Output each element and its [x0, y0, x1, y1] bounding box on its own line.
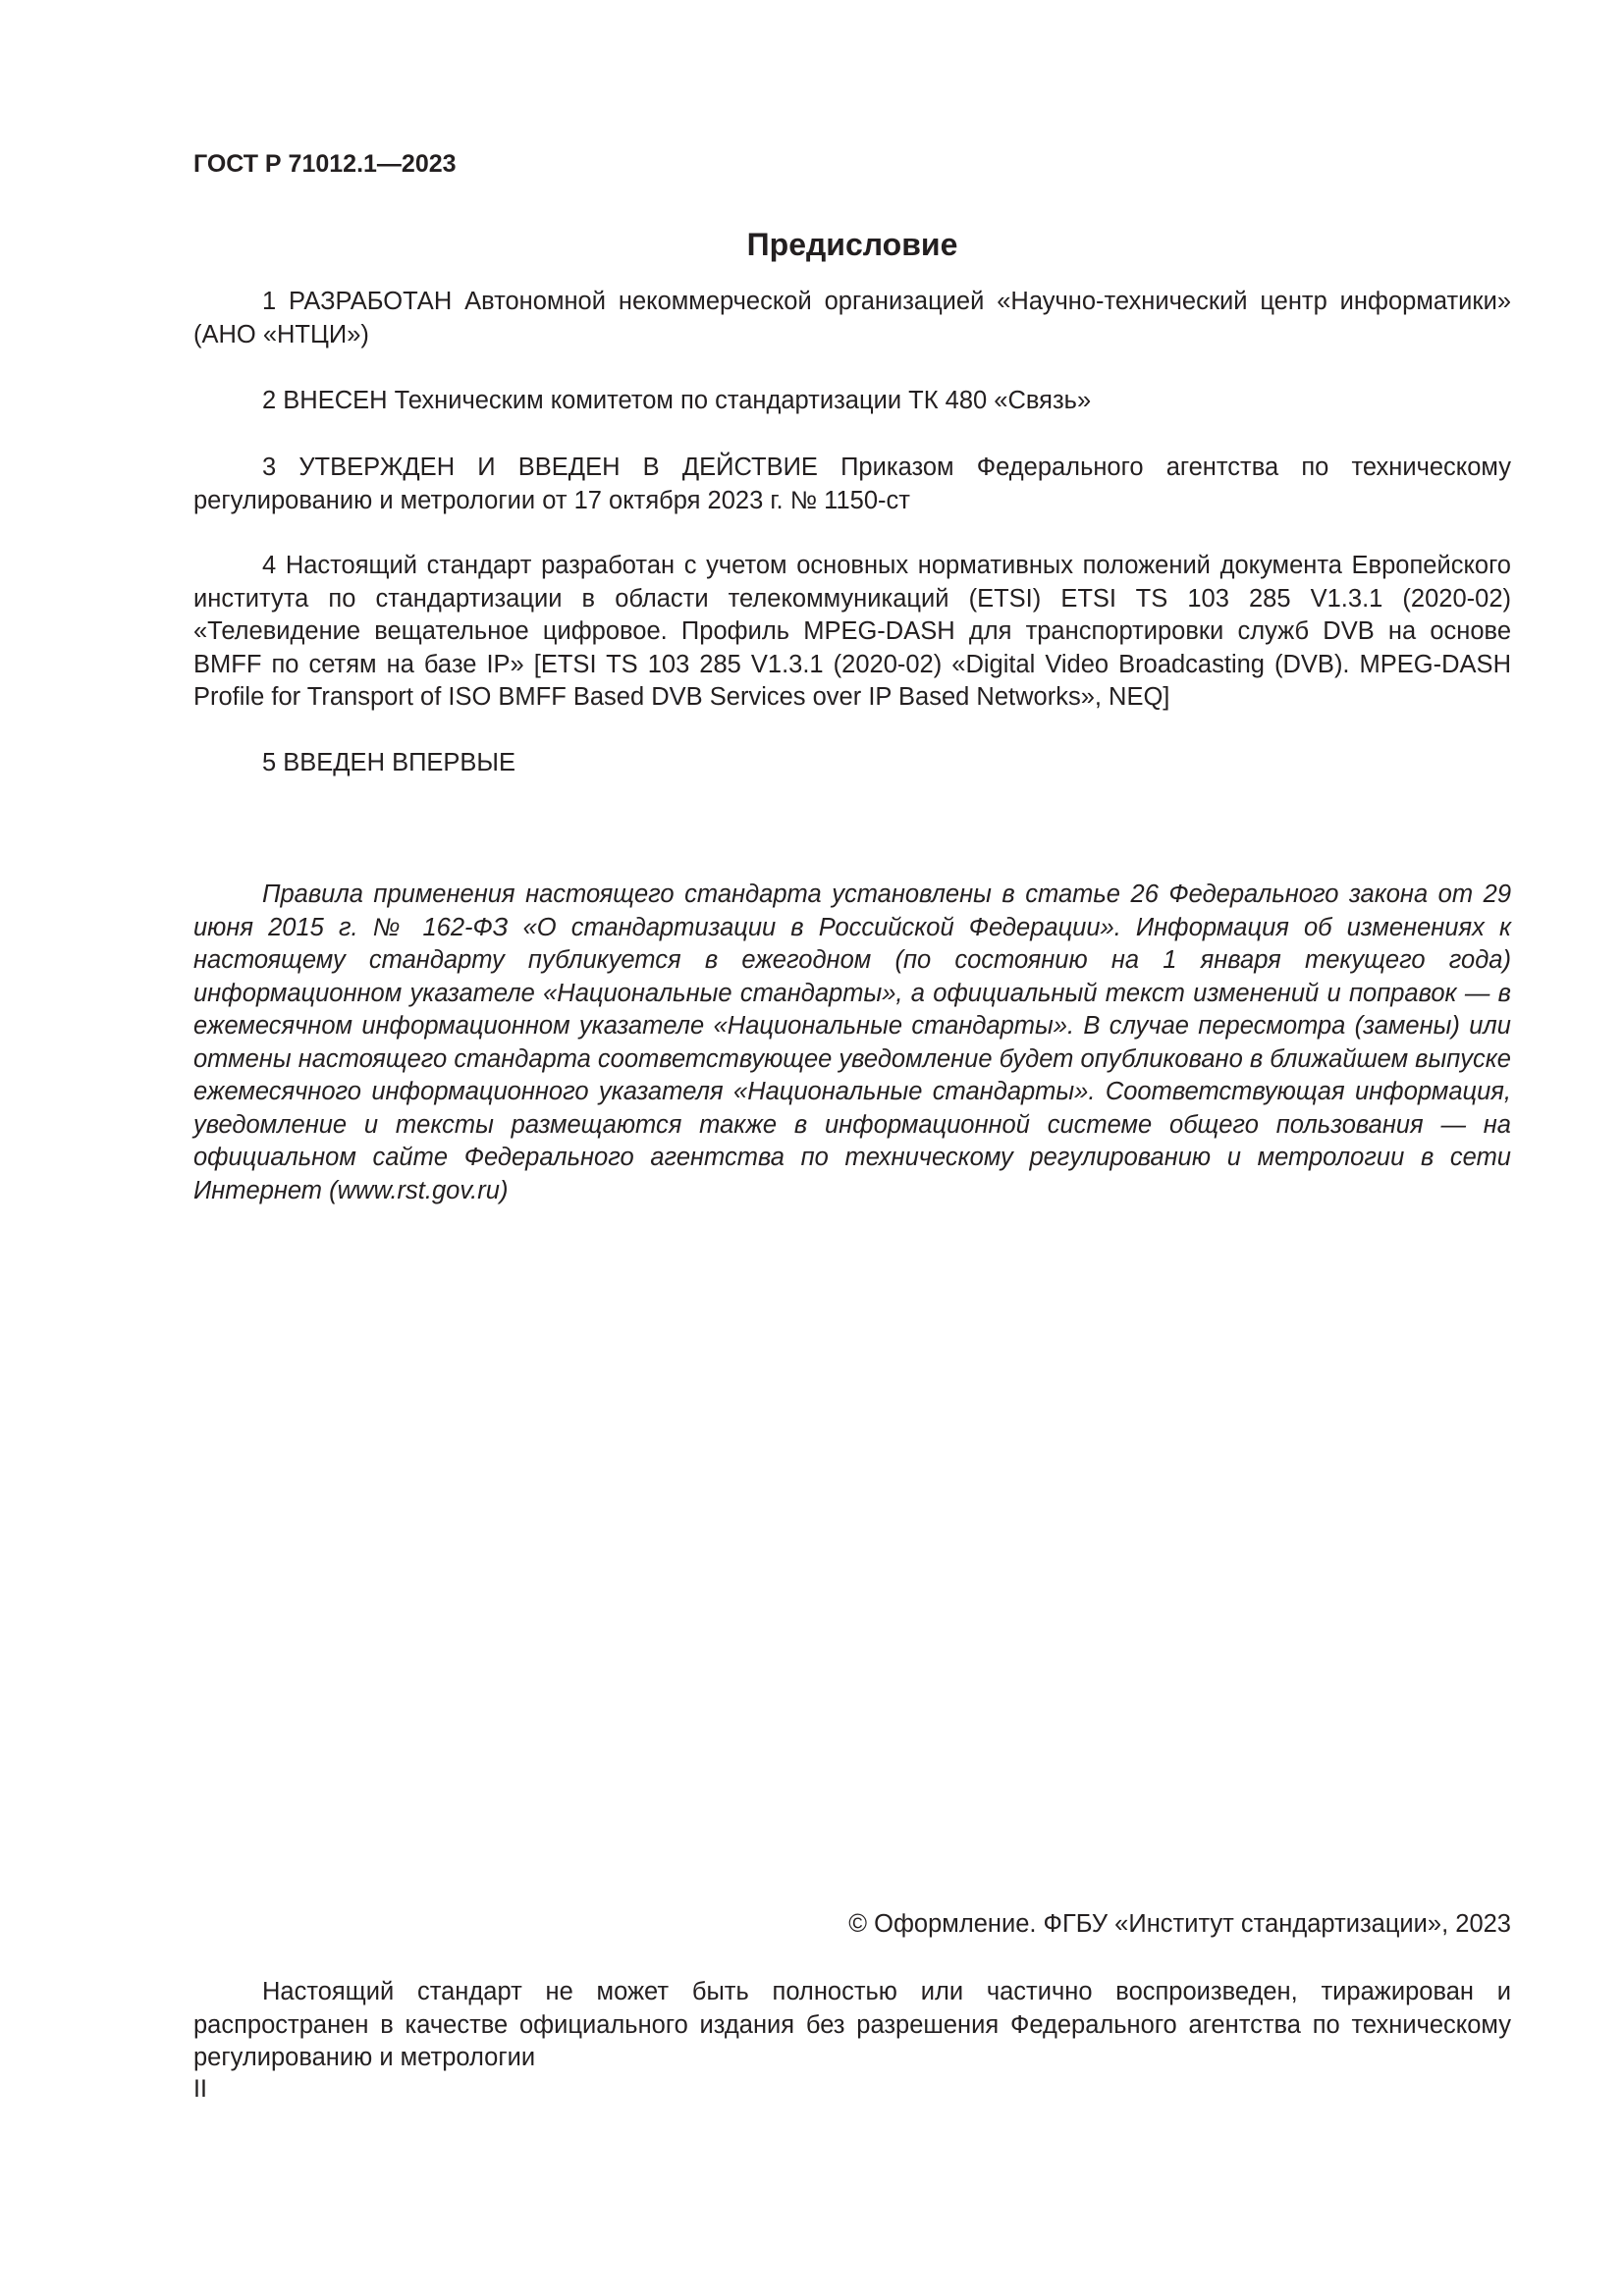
preface-title: Предисловие	[746, 227, 958, 262]
copyright-line: © Оформление. ФГБУ «Институт стандартизации», 2023	[848, 1910, 1511, 1938]
application-rules-text: Правила применения настоящего стандарта установлены в статье 26 Федерального закона от 29 июня 2015 г. № 162-ФЗ «О стандартизации в Российской Федерации». Информация об изменениях к настоящему стандарту публикуется в ежегодном (по состоянию на 1 января текущего года) информационном указателе «Национальные стандарты», а официальный текст изменений и поправок — в ежемесячном информационном указателе «Национальные стандарты». В случае пересмотра (замены) или отмены настоящего стандарта соответствующее уведомление будет опубликовано в ближайшем выпуске ежемесячного информационного указателя «Национальные стандарты». Соответствующая информация, уведомление и тексты размещаются также в информационной системе общего пользования — на официальном сайте Федерального агентства по техническому регулированию и метрологии в сети Интернет (www.rst.gov.ru)	[193, 881, 1511, 1204]
page-number: II	[193, 2075, 207, 2103]
preface-item-2: 2 ВНЕСЕН Техническим комитетом по стандартизации ТК 480 «Связь»	[262, 387, 1092, 414]
preface-item-1: 1 РАЗРАБОТАН Автономной некоммерческой организацией «Научно-технический центр информатики» (АНО «НТЦИ»)	[193, 288, 1511, 348]
preface-item-3: 3 УТВЕРЖДЕН И ВВЕДЕН В ДЕЙСТВИЕ Приказом Федерального агентства по техническому регулированию и метрологии от 17 октября 2023 г. № 1150-ст	[193, 454, 1511, 514]
preface-item-4: 4 Настоящий стандарт разработан с учетом основных нормативных положений документа Европейского института по стандартизации в области телекоммуникаций (ETSI) ETSI TS 103 285 V1.3.1 (2020-02) «Телевидение вещательное цифровое. Профиль MPEG-DASH для транспортировки служб DVB на основе BMFF по сетям на базе IP» [ETSI TS 103 285 V1.3.1 (2020-02) «Digital Video Broadcasting (DVB). MPEG-DASH Profile for Transport of ISO BMFF Based DVB Services over IP Based Networks», NEQ]	[193, 552, 1511, 711]
document-code: ГОСТ Р 71012.1—2023	[193, 150, 457, 178]
preface-item-5: 5 ВВЕДЕН ВПЕРВЫЕ	[262, 749, 516, 776]
reproduction-notice: Настоящий стандарт не может быть полностью или частично воспроизведен, тиражирован и распространен в качестве официального издания без разрешения Федерального агентства по техническому регулированию и метрологии	[193, 1978, 1511, 2071]
